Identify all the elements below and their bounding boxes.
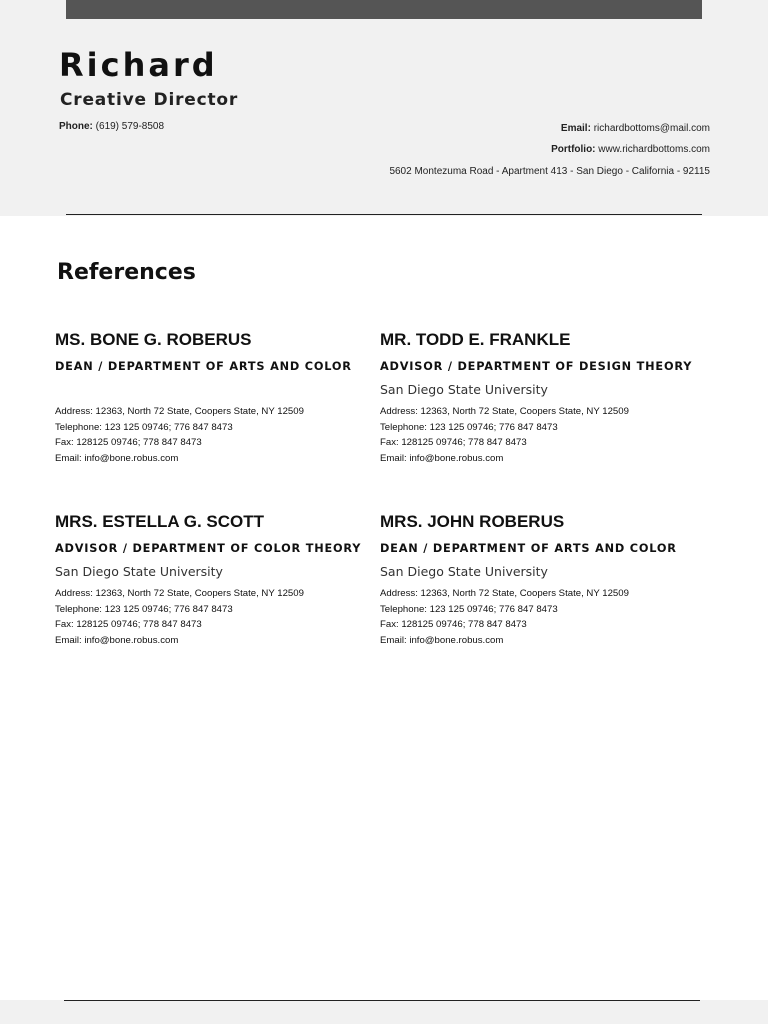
- header-top-bar: [66, 0, 702, 19]
- reference-organization: San Diego State University: [380, 382, 548, 397]
- fax-value: 128125 09746; 778 847 8473: [76, 619, 202, 630]
- reference-fax: [55, 435, 304, 451]
- fax-value: 128125 09746; 778 847 8473: [76, 437, 202, 448]
- reference-email: [380, 451, 629, 467]
- portfolio-label: Portfolio:: [551, 144, 596, 155]
- reference-email: [55, 633, 304, 649]
- address-label: Address:: [380, 588, 418, 599]
- address-value: 12363, North 72 State, Coopers State, NY 12509: [95, 406, 304, 417]
- telephone-label: Telephone:: [380, 421, 427, 433]
- section-title: References: [57, 260, 196, 285]
- reference-fax: [55, 617, 304, 633]
- reference-address: [380, 586, 629, 602]
- fax-label: Fax:: [380, 437, 399, 448]
- email-value[interactable]: info@bone.robus.com: [409, 452, 504, 464]
- reference-details: [380, 404, 629, 466]
- reference-name: MS. BONE G. ROBERUS: [55, 330, 252, 349]
- reference-telephone: [380, 420, 629, 436]
- reference-role: DEAN / DEPARTMENT OF ARTS AND COLOR: [380, 542, 677, 555]
- fax-label: Fax:: [55, 437, 74, 448]
- address-label: Address:: [380, 406, 418, 417]
- reference-telephone: [55, 602, 304, 618]
- reference-email: [55, 451, 304, 467]
- telephone-value: 123 125 09746; 776 847 8473: [104, 421, 233, 433]
- telephone-value: 123 125 09746; 776 847 8473: [429, 421, 558, 433]
- telephone-label: Telephone:: [55, 603, 102, 615]
- telephone-label: Telephone:: [55, 421, 102, 433]
- reference-card: [380, 330, 700, 464]
- reference-organization: San Diego State University: [55, 564, 223, 579]
- phone-line: [59, 121, 164, 132]
- telephone-value: 123 125 09746; 776 847 8473: [104, 603, 233, 615]
- reference-name: MRS. JOHN ROBERUS: [380, 512, 565, 531]
- person-name: Richard: [59, 46, 218, 84]
- reference-role: DEAN / DEPARTMENT OF ARTS AND COLOR: [55, 360, 352, 373]
- reference-card: [55, 330, 375, 464]
- telephone-value: 123 125 09746; 776 847 8473: [429, 603, 558, 615]
- address-value: 12363, North 72 State, Coopers State, NY 12509: [95, 588, 304, 599]
- address-label: Address:: [55, 588, 93, 599]
- email-line: [561, 123, 710, 134]
- reference-fax: [380, 435, 629, 451]
- reference-role: ADVISOR / DEPARTMENT OF COLOR THEORY: [55, 542, 362, 555]
- reference-name: MR. TODD E. FRANKLE: [380, 330, 571, 349]
- reference-organization: San Diego State University: [380, 564, 548, 579]
- reference-name: MRS. ESTELLA G. SCOTT: [55, 512, 265, 531]
- reference-details: [55, 404, 304, 466]
- reference-email: [380, 633, 629, 649]
- reference-address: [55, 586, 304, 602]
- email-value[interactable]: richardbottoms@mail.com: [593, 123, 710, 134]
- reference-telephone: [55, 420, 304, 436]
- reference-card: [380, 512, 700, 646]
- phone-value: (619) 579-8508: [95, 121, 165, 132]
- reference-telephone: [380, 602, 629, 618]
- fax-value: 128125 09746; 778 847 8473: [401, 619, 527, 630]
- fax-value: 128125 09746; 778 847 8473: [401, 437, 527, 448]
- email-value[interactable]: info@bone.robus.com: [84, 634, 179, 646]
- email-value[interactable]: info@bone.robus.com: [409, 634, 504, 646]
- reference-card: [55, 512, 375, 646]
- reference-role: ADVISOR / DEPARTMENT OF DESIGN THEORY: [380, 360, 693, 373]
- portfolio-value[interactable]: www.richardbottoms.com: [598, 144, 710, 155]
- email-label: Email:: [55, 634, 82, 646]
- email-value[interactable]: info@bone.robus.com: [84, 452, 179, 464]
- reference-address: [55, 404, 304, 420]
- job-title: Creative Director: [60, 90, 239, 110]
- home-address: 5602 Montezuma Road - Apartment 413 - San Diego - California - 92115: [389, 166, 710, 177]
- email-label: Email:: [55, 452, 82, 464]
- footer-background: [0, 1000, 768, 1024]
- footer-divider: [64, 1000, 700, 1001]
- reference-details: [55, 586, 304, 648]
- address-value: 12363, North 72 State, Coopers State, NY 12509: [420, 588, 629, 599]
- reference-fax: [380, 617, 629, 633]
- email-label: Email:: [380, 452, 407, 464]
- phone-label: Phone:: [59, 121, 93, 132]
- portfolio-line: [551, 144, 710, 155]
- reference-details: [380, 586, 629, 648]
- telephone-label: Telephone:: [380, 603, 427, 615]
- email-label: Email:: [380, 634, 407, 646]
- email-label: Email:: [560, 123, 591, 134]
- address-label: Address:: [55, 406, 93, 417]
- header-divider: [66, 214, 702, 215]
- fax-label: Fax:: [380, 619, 399, 630]
- address-value: 12363, North 72 State, Coopers State, NY 12509: [420, 406, 629, 417]
- fax-label: Fax:: [55, 619, 74, 630]
- reference-address: [380, 404, 629, 420]
